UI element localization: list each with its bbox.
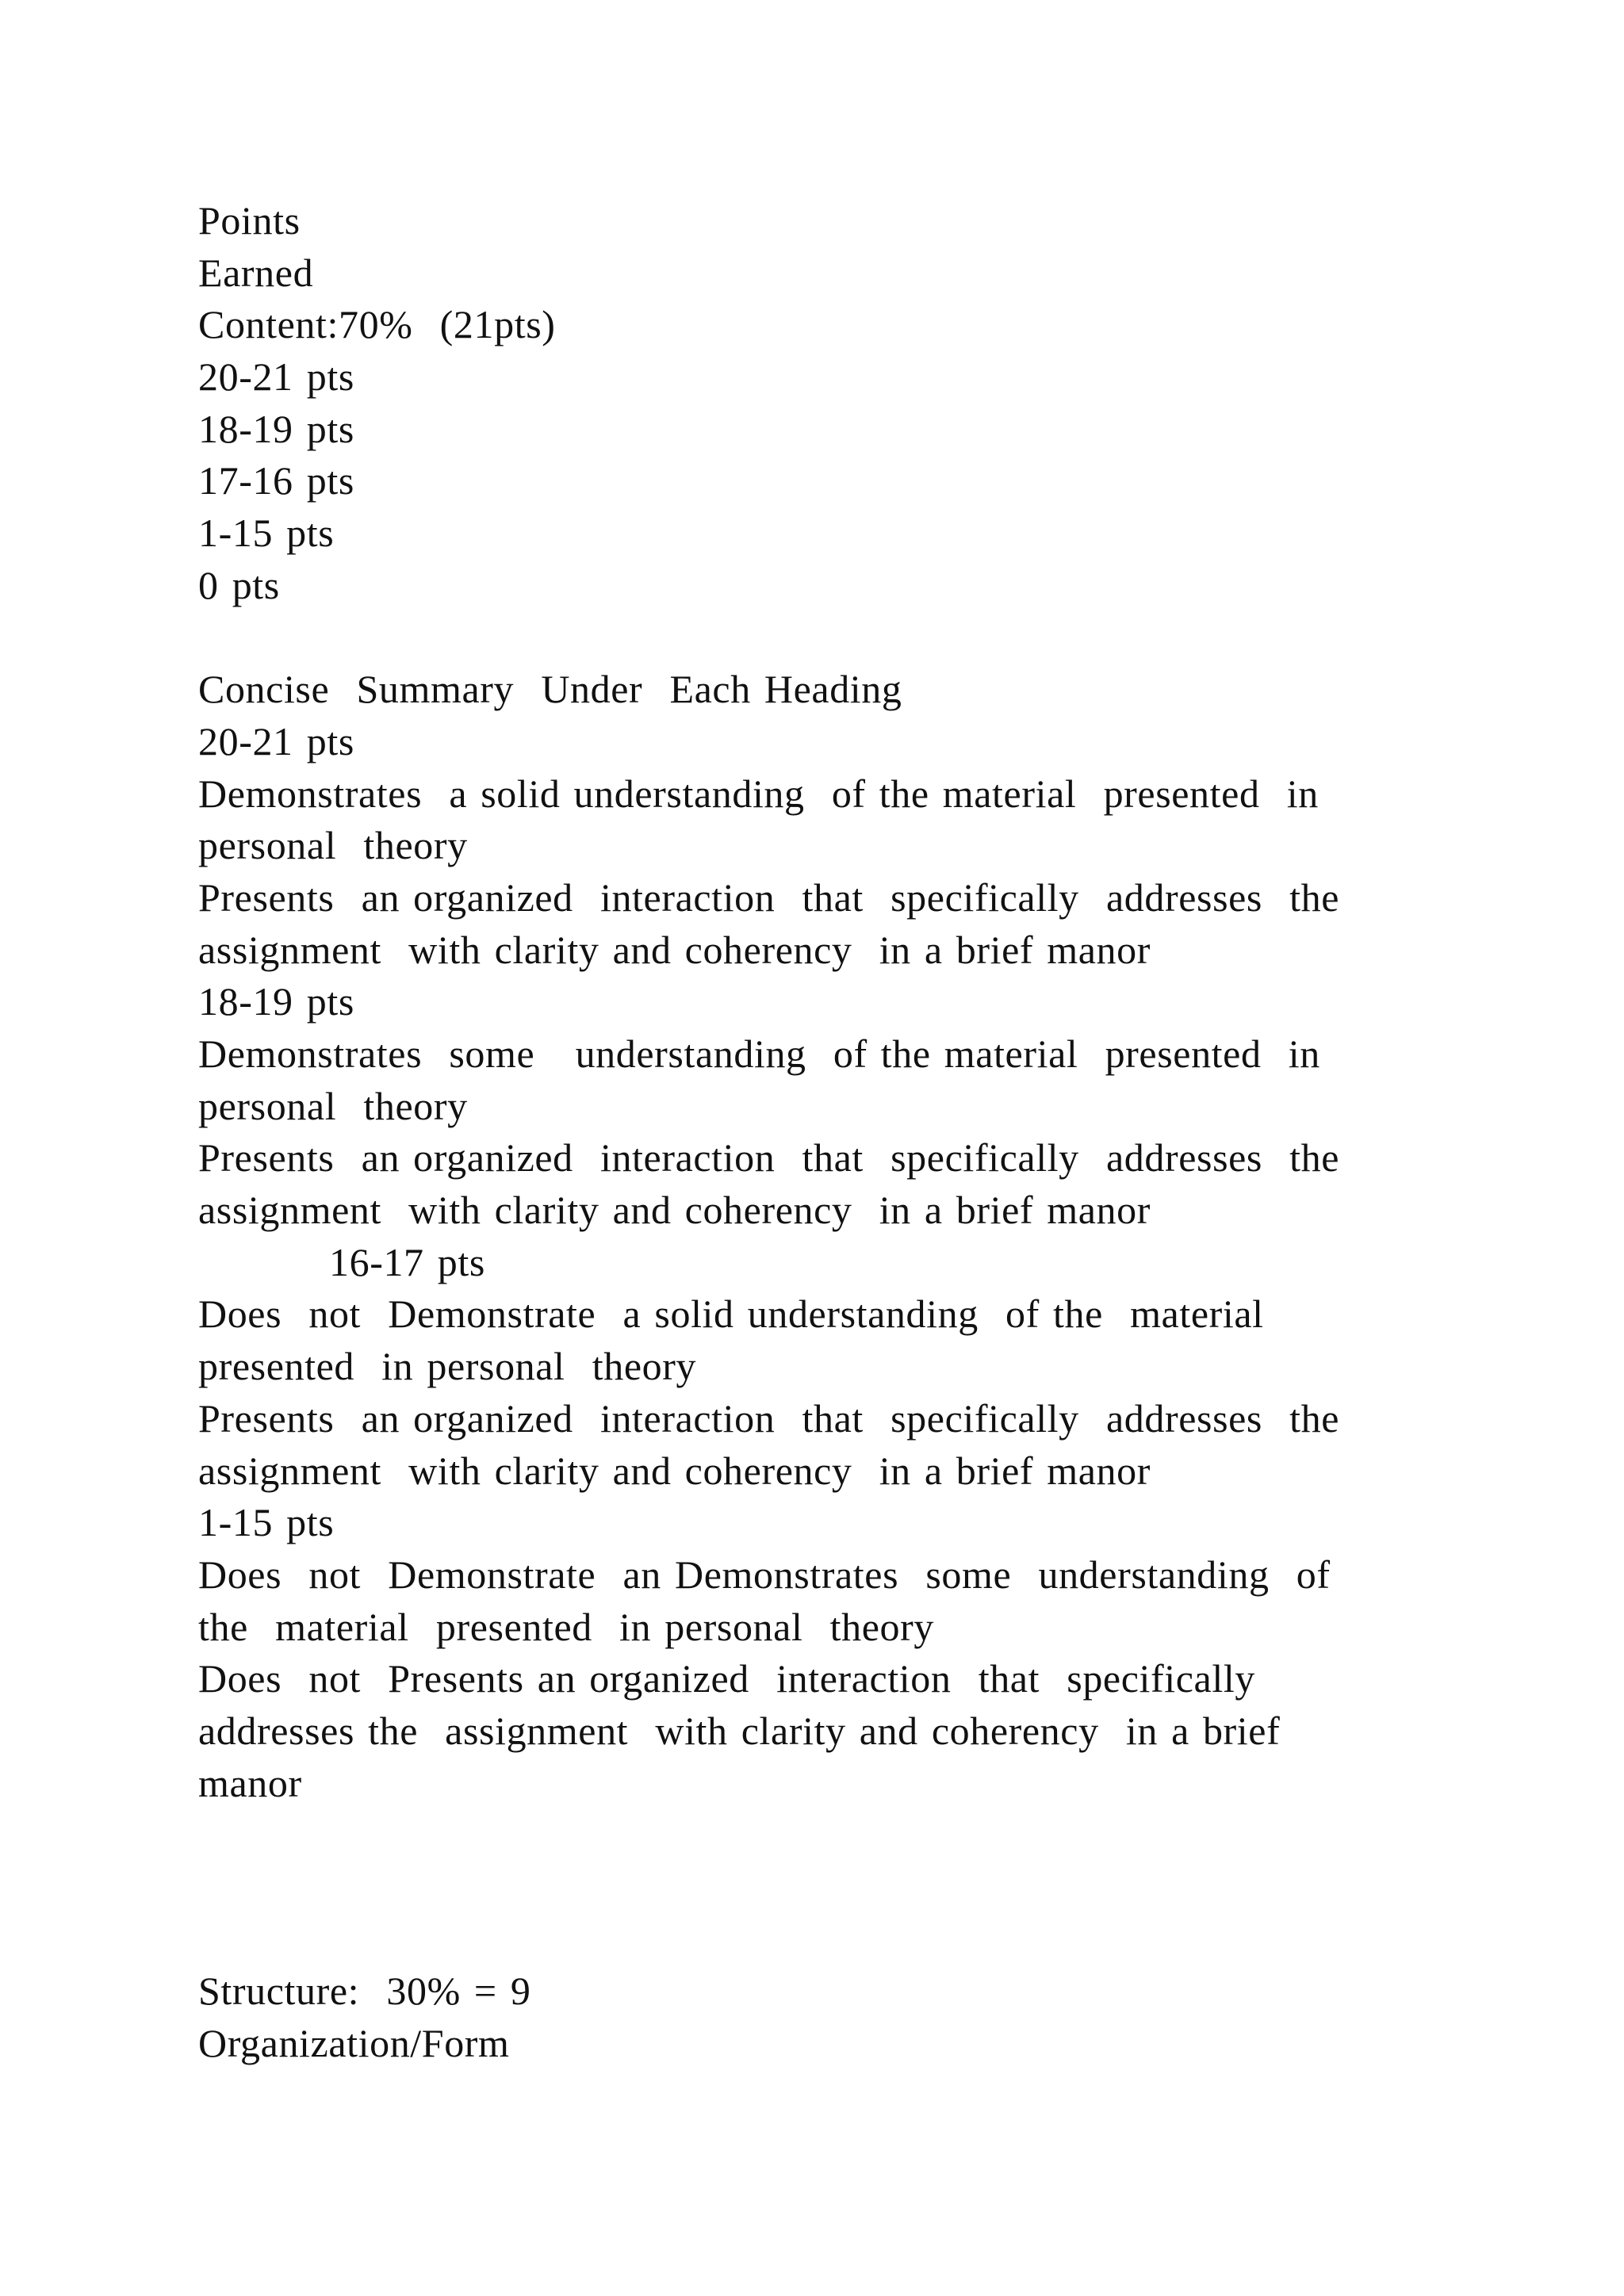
criterion-text: Presents an organized interaction that specifically addresses the: [198, 1135, 1340, 1181]
criterion-text: personal theory: [198, 823, 468, 868]
criterion-text: Demonstrates a solid understanding of the material presented in: [198, 771, 1319, 816]
criterion-text: addresses the assignment with clarity and coherency in a brief: [198, 1708, 1281, 1753]
criterion-heading: Organization/Form: [198, 2021, 510, 2066]
score-range: 17-16 pts: [198, 458, 354, 503]
criterion-text: assignment with clarity and coherency in a brief manor: [198, 927, 1151, 972]
score-range: 16-17 pts: [329, 1239, 485, 1284]
criterion-text: assignment with clarity and coherency in a brief manor: [198, 1188, 1151, 1233]
document-body: [198, 195, 1435, 2070]
content-weight: Content:70% (21pts): [198, 302, 556, 347]
criterion-text: the material presented in personal theory: [198, 1604, 934, 1649]
blank-line: [198, 1862, 1435, 1914]
criterion-text: Presents an organized interaction that specifically addresses the: [198, 1395, 1340, 1441]
criterion-text: Does not Demonstrate a solid understanding of the material: [198, 1292, 1264, 1337]
blank-line: [198, 1809, 1435, 1862]
heading-points: Points: [198, 198, 301, 243]
criterion-text: personal theory: [198, 1083, 468, 1128]
criterion-text: presented in personal theory: [198, 1344, 697, 1389]
criterion-heading: Concise Summary Under Each Heading: [198, 667, 902, 712]
criterion-text: Does not Demonstrate an Demonstrates some understanding of: [198, 1552, 1331, 1597]
score-range: 18-19 pts: [198, 979, 354, 1024]
criterion-text: Presents an organized interaction that specifically addresses the: [198, 874, 1340, 920]
score-range: 1-15 pts: [198, 511, 335, 556]
score-range: 1-15 pts: [198, 1500, 335, 1545]
blank-line: [198, 1914, 1435, 1966]
criterion-text: Demonstrates some understanding of the material presented in: [198, 1031, 1320, 1076]
heading-earned: Earned: [198, 250, 314, 295]
criterion-text: Does not Presents an organized interaction that specifically: [198, 1656, 1255, 1701]
criterion-text: assignment with clarity and coherency in a brief manor: [198, 1448, 1151, 1493]
criterion-text: manor: [198, 1760, 302, 1805]
structure-weight: Structure: 30% = 9: [198, 1969, 531, 2014]
blank-line: [198, 612, 1435, 664]
score-range: 18-19 pts: [198, 406, 354, 451]
score-range: 0 pts: [198, 562, 280, 607]
score-range: 20-21 pts: [198, 354, 354, 400]
score-range: 20-21 pts: [198, 718, 354, 763]
